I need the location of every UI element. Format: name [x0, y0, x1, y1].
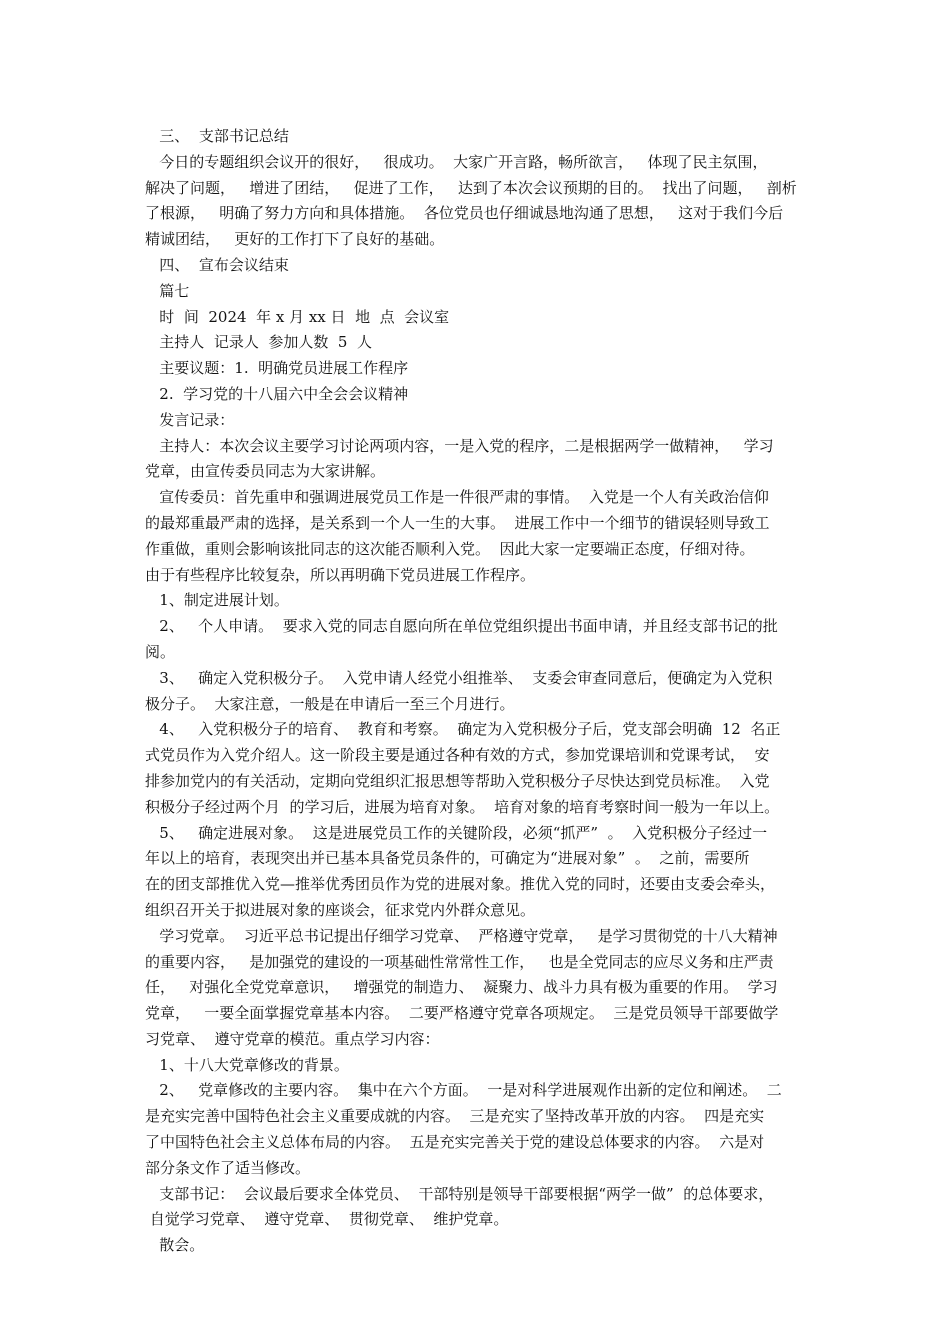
text-line: 阅。	[145, 642, 176, 661]
text-line: 四、 宣布会议结束	[145, 255, 289, 274]
text-line: 2、 个人申请。 要求入党的同志自愿向所在单位党组织提出书面申请，并且经支部书记的批	[145, 617, 778, 636]
text-line: 精诚团结， 更好的工作打下了良好的基础。	[145, 230, 445, 249]
text-line: 2. 学习党的十八届六中全会会议精神	[145, 384, 409, 403]
text-line: 是充实完善中国特色社会主义重要成就的内容。 三是充实了坚持改革开放的内容。 四是充实	[145, 1107, 765, 1126]
text-line: 任， 对强化全党党章意识， 增强党的制造力、 凝聚力、战斗力具有极为重要的作用。 学习	[145, 978, 778, 997]
text-line: 自觉学习党章、 遵守党章、 贯彻党章、 维护党章。	[145, 1210, 509, 1229]
text-line: 三、 支部书记总结	[145, 127, 289, 145]
text-line: 1、制定进展计划。	[145, 591, 289, 610]
text-line: 5、 确定进展对象。 这是进展党员工作的关键阶段，必须“抓严” 。 入党积极分子经过一	[145, 823, 768, 842]
text-line: 今日的专题组织会议开的很好， 很成功。 大家广开言路，畅所欲言， 体现了民主氛围，	[145, 152, 768, 171]
text-line: 解决了问题， 增进了团结， 促进了工作， 达到了本次会议预期的目的。 找出了问题， 剖析	[145, 178, 797, 197]
text-line: 由于有些程序比较复杂，所以再明确下党员进展工作程序。	[145, 565, 536, 584]
text-line: 篇七	[145, 281, 190, 300]
text-line: 散会。	[145, 1236, 205, 1255]
text-line: 了中国特色社会主义总体布局的内容。 五是充实完善关于党的建设总体要求的内容。 六是对	[145, 1133, 765, 1152]
text-line: 了根源， 明确了努力方向和具体措施。 各位党员也仔细诚恳地沟通了思想， 这对于我们今后	[145, 204, 784, 223]
text-line: 的最郑重最严肃的选择，是关系到一个人一生的大事。 进展工作中一个细节的错误轻则导致工	[145, 513, 770, 532]
text-line: 在的团支部推优入党—推举优秀团员作为党的进展对象。推优入党的同时，还要由支委会牵头，	[145, 875, 776, 894]
text-line: 作重做，重则会影响该批同志的这次能否顺利入党。 因此大家一定要端正态度，仔细对待。	[145, 539, 755, 558]
text-line: 部分条文作了适当修改。	[145, 1158, 311, 1177]
document-page	[145, 124, 815, 1259]
text-line: 极分子。 大家注意，一般是在申请后一至三个月进行。	[145, 694, 515, 713]
text-line: 学习党章。 习近平总书记提出仔细学习党章、 严格遵守党章， 是学习贯彻党的十八大精神	[145, 926, 778, 945]
text-line: 排参加党内的有关活动，定期向党组织汇报思想等帮助入党积极分子尽快达到党员标准。 入党	[145, 771, 770, 790]
text-line: 时 间 2024 年 x 月 xx 日 地 点 会议室	[145, 307, 450, 326]
text-line: 党章，由宣传委员同志为大家讲解。	[145, 462, 386, 481]
text-line: 积极分子经过两个月 的学习后，进展为培育对象。 培育对象的培育考察时间一般为一年以上。	[145, 797, 780, 816]
text-line: 式党员作为入党介绍人。这一阶段主要是通过各种有效的方式，参加党课培训和党课考试， 安	[145, 746, 770, 765]
text-line: 宣传委员：首先重申和强调进展党员工作是一件很严肃的事情。 入党是一个人有关政治信仰	[145, 488, 769, 507]
text-line: 年以上的培育，表现突出并已基本具备党员条件的，可确定为“进展对象” 。 之前，需要所	[145, 849, 750, 868]
text-line: 支部书记： 会议最后要求全体党员、 干部特别是领导干部要根据“两学一做” 的总体要求，	[145, 1184, 774, 1203]
text-line: 组织召开关于拟进展对象的座谈会，征求党内外群众意见。	[145, 900, 536, 919]
text-line: 3、 确定入党积极分子。 入党申请人经党小组推举、 支委会审查同意后，便确定为入党积	[145, 668, 773, 687]
text-line: 主要议题：1. 明确党员进展工作程序	[145, 359, 409, 378]
text-line: 4、 入党积极分子的培育、 教育和考察。 确定为入党积极分子后，党支部会明确 12 名正	[145, 720, 781, 739]
text-line: 1、十八大党章修改的背景。	[145, 1055, 349, 1074]
text-line: 主持人：本次会议主要学习讨论两项内容，一是入党的程序，二是根据两学一做精神， 学习	[145, 436, 774, 455]
text-line: 发言记录：	[145, 410, 235, 429]
text-line: 习党章、 遵守党章的模范。重点学习内容：	[145, 1029, 440, 1048]
text-line: 主持人 记录人 参加人数 5 人	[145, 333, 372, 352]
text-line: 的重要内容， 是加强党的建设的一项基础性常常性工作， 也是全党同志的应尽义务和庄严责	[145, 952, 774, 971]
text-line: 2、 党章修改的主要内容。 集中在六个方面。 一是对科学进展观作出新的定位和阐述。 二	[145, 1081, 782, 1100]
text-line: 党章， 一要全面掌握党章基本内容。 二要严格遵守党章各项规定。 三是党员领导干部要做学	[145, 1004, 779, 1023]
